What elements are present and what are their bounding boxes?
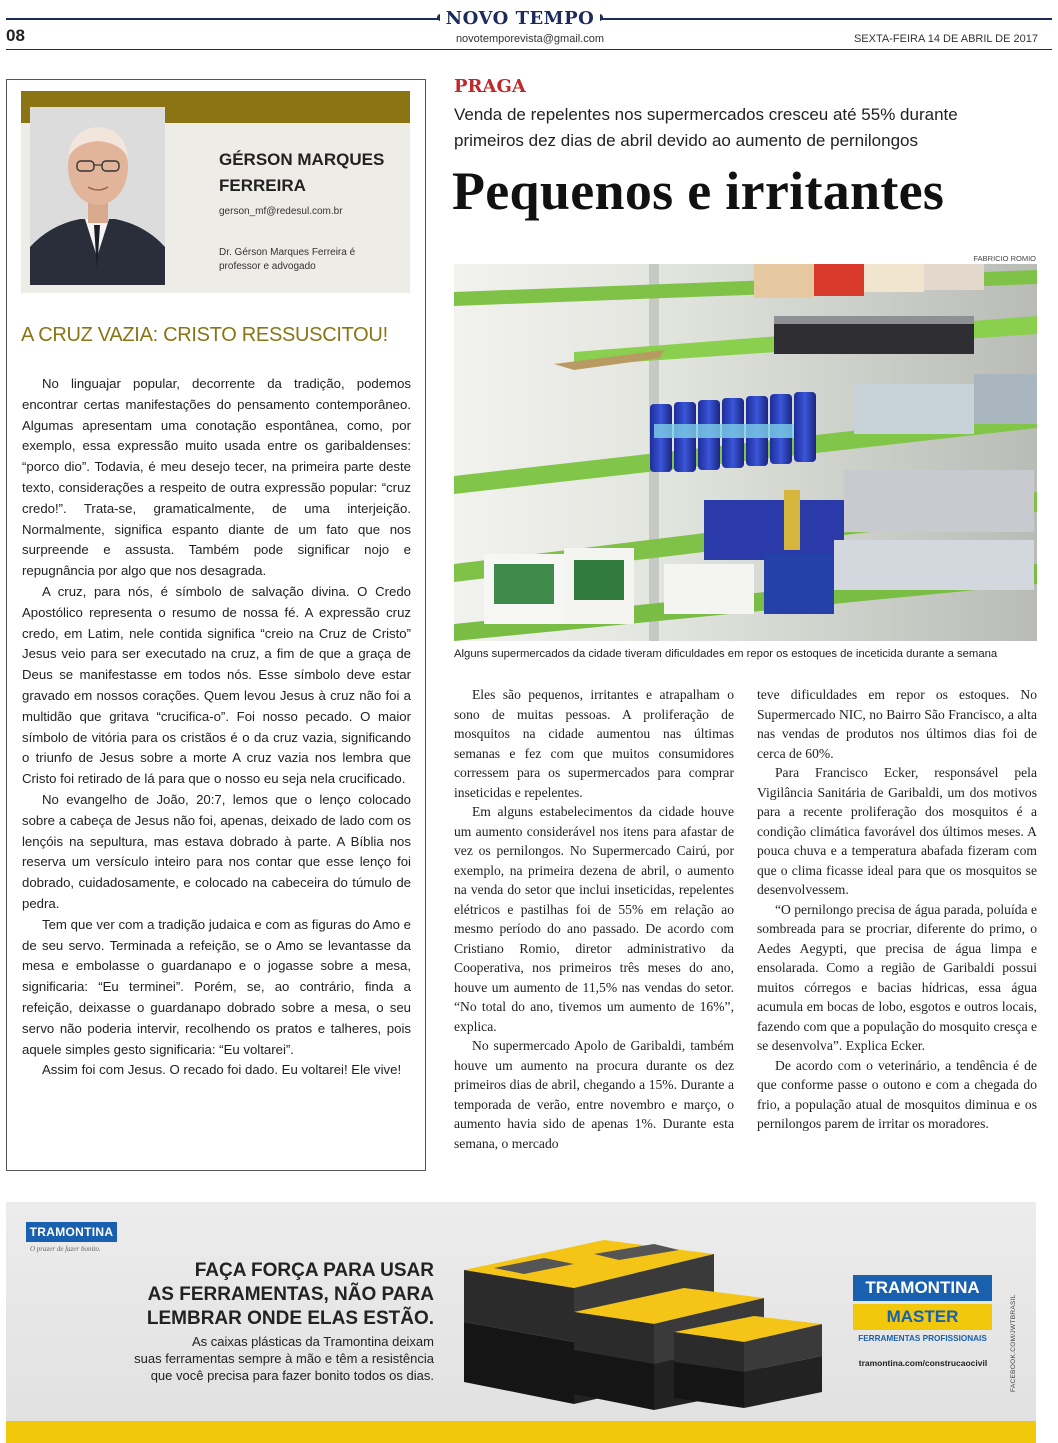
article-paragraph: Eles são pequenos, irritantes e atrapalham o sono de muitas pessoas. A proliferação de mosquitos na cidade aumentou nas últimas semanas e fez com que muitos consumidores corressem para os supermercados para comprar inseticidas e repelentes. bbox=[454, 687, 734, 800]
article-headline: Pequenos e irritantes bbox=[452, 161, 945, 221]
ad-url[interactable]: tramontina.com/construcaocivil bbox=[858, 1358, 988, 1368]
photo-credit: FABRICIO ROMIO bbox=[973, 254, 1036, 263]
ad-social-handle bbox=[1010, 1222, 1024, 1392]
shelf-photo-image bbox=[454, 264, 1037, 641]
master-logo-bottom: MASTER bbox=[853, 1304, 992, 1330]
toolbox-icon bbox=[454, 1222, 834, 1422]
opinion-paragraph: Tem que ver com a tradição judaica e com as figuras do Amo e de seu servo. Terminada a refeição, se o Amo se levantasse da mesa e embolasse o guardanapo e o jogasse sobre a mesa, significaria: “Eu terminei”. Porém, se, ao contrário, finda a refeição, deixasse o guardanapo dobrado sobre a mesa, o seu servo não poderia intervir, recolhendo os pratos e talheres, pois aquele simples gesto significaria: “Eu voltarei”. bbox=[22, 916, 411, 1057]
article-paragraph: De acordo com o veterinário, a tendência é de que conforme passe o outono e com a chegada do frio, a população atual de mosquitos diminua e os pernilongos parem de irritar os moradores. bbox=[757, 1057, 1037, 1131]
article-paragraph: “O pernilongo precisa de água parada, poluída e sombreada para se procriar, diferente do primo, o Aedes Aegypti, que precisa de água limpa e ensolarada. Como a região de Garibaldi possui muitos córregos e bacias hídricas, essa água acumula em bocas de lobo, esgotos e outros locais, fazendo com que a população do mosquito cresça e se desenvolva”. Explica Ecker. bbox=[757, 901, 1037, 1053]
tramontina-master-logo bbox=[853, 1275, 992, 1343]
ad-body-line: que você precisa para fazer bonito todos os dias. bbox=[150, 1368, 434, 1383]
article-column-1 bbox=[454, 685, 734, 1153]
photo-caption: Alguns supermercados da cidade tiveram dificuldades em repor os estoques de inceticida durante a semana bbox=[454, 648, 998, 660]
newspaper-title: NOVO TEMPO bbox=[440, 8, 600, 29]
author-name bbox=[219, 147, 399, 199]
newspaper-email[interactable]: novotemporevista@gmail.com bbox=[455, 33, 605, 45]
ad-body-line: As caixas plásticas da Tramontina deixam bbox=[191, 1334, 434, 1349]
ad-social-text: FACEBOOK.COM/JWTBRASIL bbox=[1010, 1294, 1017, 1392]
ad-body-line: suas ferramentas sempre à mão e têm a resistência bbox=[134, 1351, 434, 1366]
author-email[interactable]: gerson_mf@redesul.com.br bbox=[219, 206, 343, 217]
master-logo-top: TRAMONTINA bbox=[853, 1275, 992, 1301]
tramontina-logo: TRAMONTINA bbox=[26, 1222, 117, 1242]
article-kicker: PRAGA bbox=[454, 76, 526, 97]
article-column-2 bbox=[757, 685, 1037, 1134]
supermarket-shelf-photo bbox=[454, 264, 1037, 641]
opinion-body bbox=[22, 374, 411, 1081]
toolbox-illustration bbox=[454, 1222, 834, 1422]
masthead-rule-bottom bbox=[6, 49, 1052, 50]
ad-headline bbox=[116, 1259, 434, 1331]
page-number: 08 bbox=[6, 26, 25, 45]
article-paragraph: No supermercado Apolo de Garibaldi, também houve um aumento na procura durante os dez primeiros dias de abril, chegando a 15%. Durante a temporada de verão, entre novembro e março, o aumento havia sido de apenas 1%. Durante esta semana, o mercado bbox=[454, 1038, 734, 1151]
master-logo-subtitle: FERRAMENTAS PROFISSIONAIS bbox=[858, 1334, 987, 1343]
opinion-paragraph: No linguajar popular, decorrente da tradição, podemos encontrar certas manifestações do pensamento contemporâneo. Algumas apresentam uma conotação espontânea, como, por exemplo, essa expressão muito usada entre os garibaldenses: “porco dio”. Todavia, é meu desejo tecer, na primeira parte deste texto, considerações a respeito de outra expressão popular: “cruz credo!”. Trata-se, gramaticalmente, de uma interjeição. Normalmente, significa espanto diante de um fato que nos surpreende e assusta. Também pode significar nojo e repugnância por algo que nos desagrada. bbox=[22, 376, 411, 579]
tramontina-advertisement[interactable] bbox=[6, 1202, 1036, 1443]
author-name-line1: GÉRSON MARQUES bbox=[219, 150, 385, 169]
ad-headline-line: FAÇA FORÇA PARA USAR bbox=[194, 1260, 434, 1281]
article-subhead: Venda de repelentes nos supermercados cresceu até 55% durante primeiros dez dias de abril devido ao aumento de pernilongos bbox=[454, 105, 958, 150]
article-paragraph: teve dificuldades em repor os estoques. No Supermercado NIC, no Bairro São Francisco, a alta nas vendas de produtos nos últimos dias foi de cerca de 60%. bbox=[757, 687, 1037, 761]
ad-body-text bbox=[116, 1333, 434, 1384]
opinion-title: A CRUZ VAZIA: CRISTO RESSUSCITOU! bbox=[21, 324, 388, 346]
opinion-paragraph: No evangelho de João, 20:7, lemos que o lenço colocado sobre a cabeça de Jesus não foi, apenas, deixado de lado com os lençóis na sepultura, mas estava dobrado à parte. A Bíblia nos reserva um versículo inteiro para nos contar que esse lenço foi dobrado, cuidadosamente, e colocado na cabeceira do túmulo de pedra. bbox=[22, 791, 411, 911]
article-paragraph: Em alguns estabelecimentos da cidade houve um aumento considerável nos itens para afastar de vez os pernilongos. No Supermercado Cairú, por exemplo, na primeira dezena de abril, o aumento na venda do setor que inclui inseticidas, repelentes elétricos e pastilhas foi de 55% em relação ao mesmo período do ano passado. De acordo com Cristiano Romio, diretor administrativo da Cooperativa, nos primeiros três meses do ano, houve um aumento de 11,5% nas vendas do setor. “No total do ano, tivemos um aumento de 16%”, explica. bbox=[454, 804, 734, 1034]
ad-headline-line: LEMBRAR ONDE ELAS ESTÃO. bbox=[146, 1308, 434, 1329]
tramontina-tagline: O prazer de fazer bonito. bbox=[30, 1245, 101, 1253]
author-portrait-image bbox=[30, 107, 165, 285]
author-card bbox=[21, 91, 410, 293]
author-photo bbox=[30, 107, 165, 285]
ad-yellow-strip bbox=[6, 1421, 1036, 1443]
opinion-paragraph: Assim foi com Jesus. O recado foi dado. Eu voltarei! Ele vive! bbox=[42, 1062, 402, 1078]
author-bio: Dr. Gérson Marques Ferreira é professor e advogado bbox=[219, 247, 356, 272]
ad-headline-line: AS FERRAMENTAS, NÃO PARA bbox=[147, 1284, 434, 1305]
article-paragraph: Para Francisco Ecker, responsável pela Vigilância Sanitária de Garibaldi, um dos motivos para a recente proliferação dos mosquitos é a condição climática favorável dos últimos meses. A pouca chuva e a temperatura abafada fizeram com que o clima ficasse ideal para que os mosquitos se desenvolvessem. bbox=[757, 765, 1037, 897]
author-name-line2: FERREIRA bbox=[219, 176, 306, 195]
issue-date: SEXTA-FEIRA 14 DE ABRIL DE 2017 bbox=[853, 33, 1038, 45]
opinion-paragraph: A cruz, para nós, é símbolo de salvação divina. O Credo Apostólico representa o resumo de nossa fé. A expressão cruz credo, em Latim, nele contida significa “creio na Cruz de Cristo” Jesus veio para ser executado na cruz, a fim de que a graça de Deus se manifestasse em todos nós. Esse símbolo deve estar gravado em nossos corações. Quem levou Jesus à cruz não foi a multidão que gritava “crucifica-o”. Foi nosso pecado. O maior símbolo de vitória para os cristãos é o da cruz vazia, significando o triunfo de Jesus sobre a morte A cruz vazia nos lembra que Cristo foi retirado de lá para que o nosso eu seja nela crucificado. bbox=[22, 583, 411, 787]
